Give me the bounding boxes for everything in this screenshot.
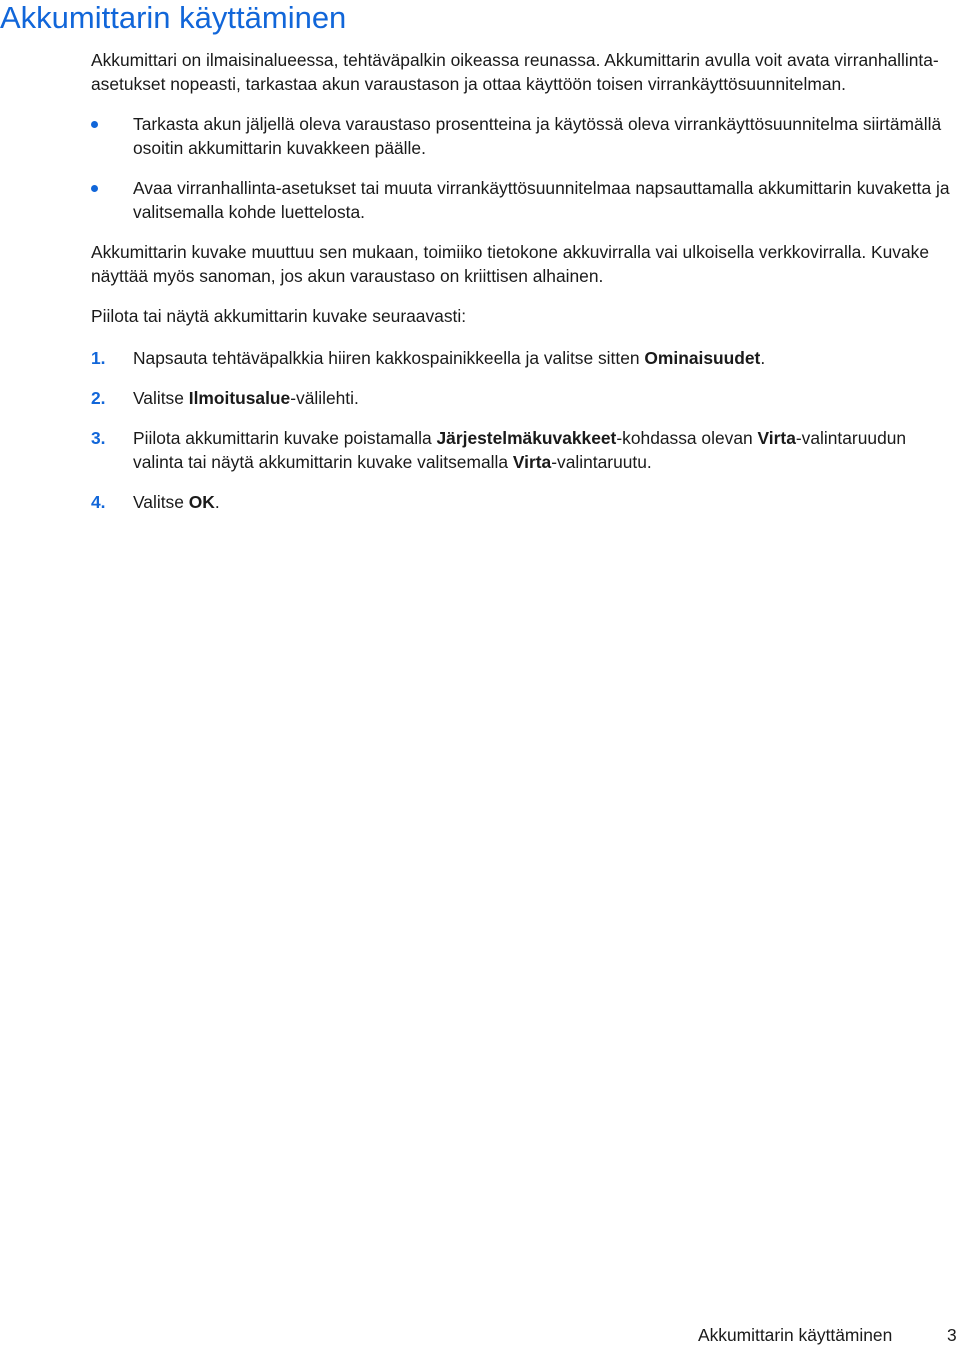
ui-term: Ilmoitusalue — [188, 388, 291, 408]
step-number: 3. — [91, 428, 106, 448]
bullet-text: Tarkasta akun jäljellä oleva varaustaso prosentteina ja käytössä oleva virrankäyttösuunnitelma siirtämällä osoitin akkumittarin kuvakkeen päälle. — [133, 114, 942, 158]
step-text: Piilota akkumittarin kuvake poistamalla Järjestelmäkuvakkeet-kohdassa olevan Virta-valintaruudun valinta tai näytä akkumittarin kuvake valitsemalla Virta-valintaruutu. — [133, 428, 907, 472]
bullet-dot-icon — [91, 121, 98, 128]
step-item — [91, 490, 953, 514]
step-item — [91, 386, 953, 410]
step-text: Napsauta tehtäväpalkkia hiiren kakkospainikkeella ja valitse sitten Ominaisuudet. — [133, 348, 766, 368]
page-number: 3 — [947, 1325, 957, 1345]
bullet-item — [91, 112, 953, 160]
bullet-text: Avaa virranhallinta-asetukset tai muuta virrankäyttösuunnitelmaa napsauttamalla akkumittarin kuvaketta ja valitsemalla kohde luettelosta. — [133, 178, 950, 222]
bullet-dot-icon — [91, 185, 98, 192]
main-content — [91, 48, 953, 530]
ui-term: Virta — [512, 452, 552, 472]
page-title: Akkumittarin käyttäminen — [0, 0, 347, 35]
ui-term: OK — [188, 492, 215, 512]
ui-term: Järjestelmäkuvakkeet — [436, 428, 617, 448]
ui-term: Ominaisuudet — [644, 348, 761, 368]
step-number: 2. — [91, 388, 106, 408]
ui-term: Virta — [757, 428, 796, 448]
intro-paragraph: Akkumittari on ilmaisinalueessa, tehtäväpalkin oikeassa reunassa. Akkumittarin avulla voit avata virranhallinta-asetukset nopeasti, tarkastaa akun varaustason ja ottaa käyttöön toisen virrankäyttösuunnitelman. — [91, 50, 939, 94]
step-text: Valitse OK. — [133, 492, 220, 512]
body-paragraph: Akkumittarin kuvake muuttuu sen mukaan, toimiiko tietokone akkuvirralla vai ulkoisella verkkovirralla. Kuvake näyttää myös sanoman, jos akun varaustaso on kriittisen alhainen. — [91, 242, 930, 286]
step-item — [91, 426, 953, 474]
step-number: 4. — [91, 492, 106, 512]
step-item — [91, 346, 953, 370]
footer-title: Akkumittarin käyttäminen — [698, 1325, 893, 1345]
step-number: 1. — [91, 348, 106, 368]
steps-intro: Piilota tai näytä akkumittarin kuvake seuraavasti: — [91, 306, 467, 326]
bullet-item — [91, 176, 953, 224]
step-text: Valitse Ilmoitusalue-välilehti. — [133, 388, 359, 408]
